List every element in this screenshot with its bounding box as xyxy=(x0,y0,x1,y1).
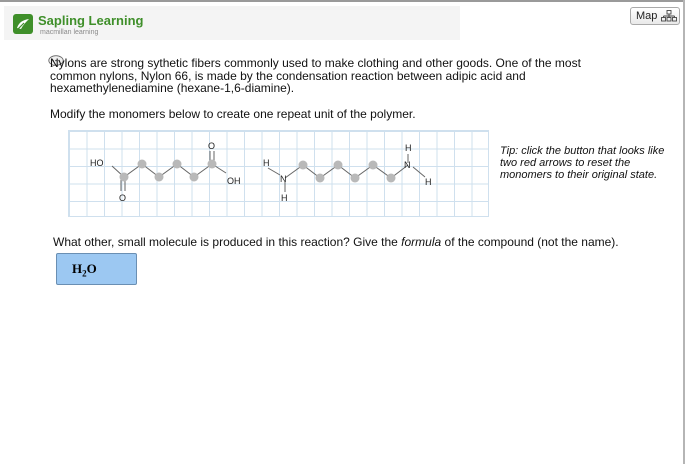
formula-element-tail: O xyxy=(86,261,97,276)
formula-element: H xyxy=(72,261,83,276)
followup-prefix: What other, small molecule is produced in this reaction? Give the xyxy=(53,235,402,249)
question-paragraph: Nylons are strong sythetic fibers commonly used to make clothing and other goods. One of the most common nylons, Nylon 66, is made by the condensation reaction between adipic acid and hexamethylenediamine (hexane-1,6-diamine). xyxy=(50,56,581,95)
followup-emphasis: formula xyxy=(401,235,442,249)
amine-right-nitrogen[interactable]: N xyxy=(404,160,411,170)
question-instruction: Modify the monomers below to create one repeat unit of the polymer. xyxy=(50,107,416,121)
reset-tip: Tip: click the button that looks like two red arrows to reset the monomers to their original state. xyxy=(500,145,665,181)
amine-right-hydrogen[interactable]: H xyxy=(425,177,432,187)
hexamethylenediamine-bonds xyxy=(268,154,425,192)
top-border xyxy=(0,0,685,2)
monomer-structures[interactable] xyxy=(68,130,489,217)
acid-left-hydroxyl[interactable]: HO xyxy=(90,158,104,168)
adipic-acid-bonds xyxy=(112,151,226,191)
formula-subscript: 2 xyxy=(82,268,87,279)
followup-question xyxy=(53,235,619,249)
sapling-logo-icon xyxy=(13,14,33,34)
map-button[interactable] xyxy=(630,7,680,25)
brand-title: Sapling Learning xyxy=(38,13,144,28)
acid-right-hydroxyl[interactable]: OH xyxy=(227,176,241,186)
answer-formula xyxy=(72,261,97,279)
formula-answer-field[interactable] xyxy=(56,253,137,285)
amine-left-hydrogen-bottom[interactable]: H xyxy=(281,193,288,203)
amine-left-hydrogen-top[interactable]: H xyxy=(263,158,270,168)
atom-selection-dots xyxy=(120,160,396,183)
followup-suffix: of the compound (not the name). xyxy=(441,235,619,249)
map-label: Map xyxy=(636,10,658,22)
sitemap-icon xyxy=(661,10,677,22)
acid-left-oxygen[interactable]: O xyxy=(119,193,127,203)
brand-subtitle: macmillan learning xyxy=(40,29,99,36)
amine-left-nitrogen[interactable]: N xyxy=(280,174,287,184)
amine-right-hydrogen-top[interactable]: H xyxy=(405,143,412,153)
acid-right-oxygen[interactable]: O xyxy=(208,141,216,151)
